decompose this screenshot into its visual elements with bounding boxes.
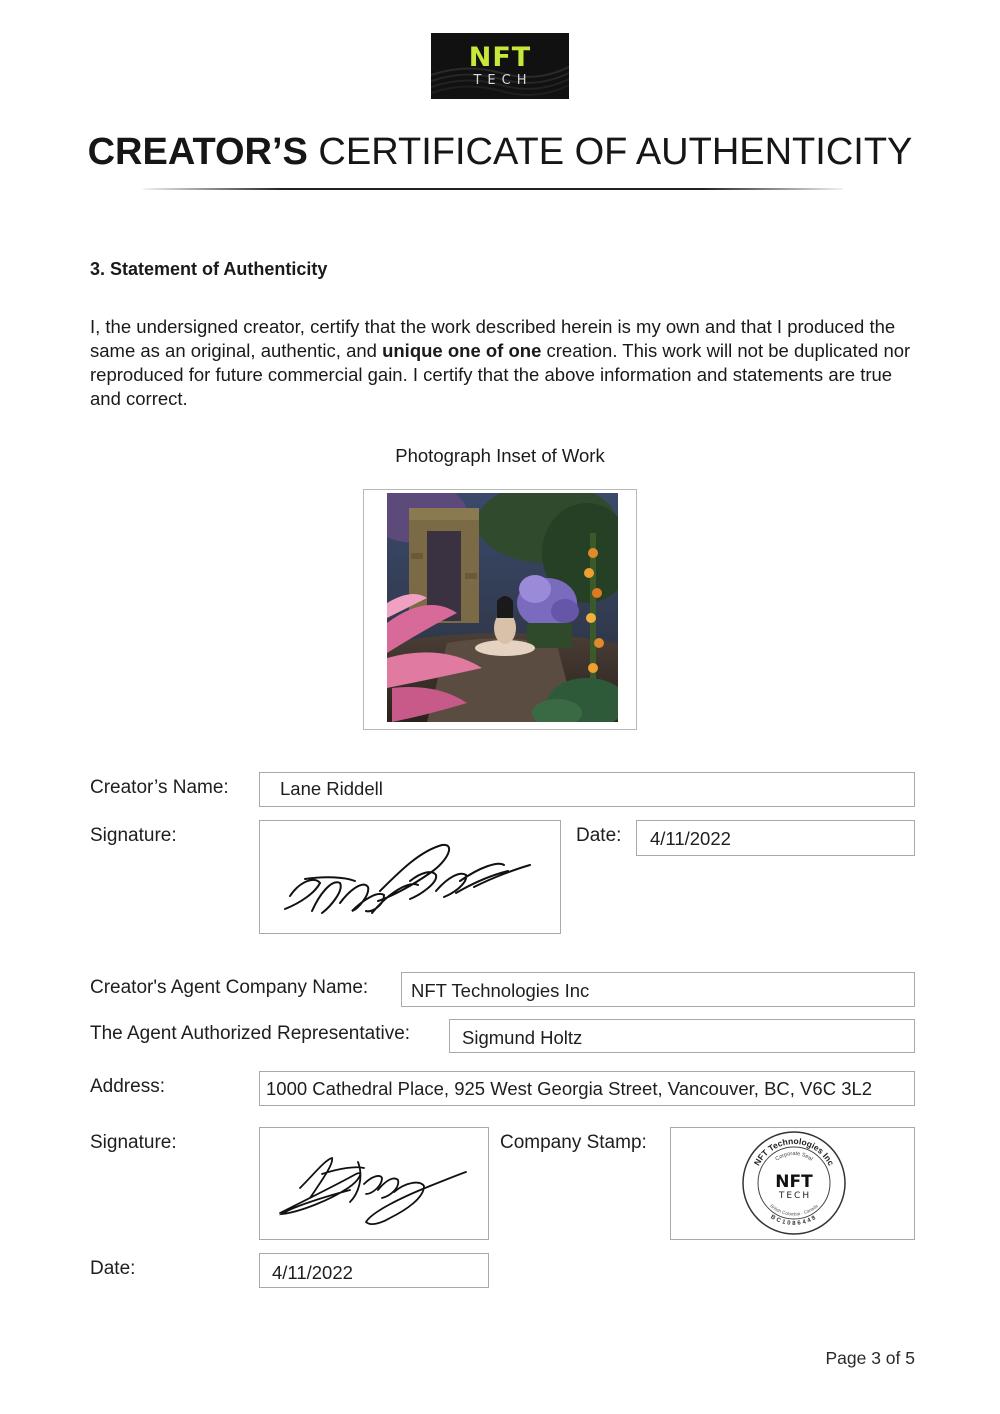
- agent-signature-label: Signature:: [90, 1132, 177, 1153]
- statement-part-2: creation. This work will not be duplicated nor reproduced for future commercial gain. I certify that the above information and statements are true and correct.: [90, 340, 911, 409]
- agent-company-field[interactable]: NFT Technologies Inc: [401, 972, 915, 1007]
- authenticity-statement: [90, 315, 920, 411]
- section-heading: 3. Statement of Authenticity: [90, 259, 328, 279]
- artwork-photo: [387, 493, 618, 722]
- agent-company-label: Creator's Agent Company Name:: [90, 977, 369, 998]
- creator-name-label: Creator’s Name:: [90, 777, 229, 798]
- agent-signature-image: [260, 1128, 488, 1239]
- statement-bold: unique one of one: [382, 340, 542, 361]
- creator-signature-label: Signature:: [90, 825, 177, 846]
- logo-tech-text: TECH: [473, 73, 533, 88]
- creator-signature-image: [260, 821, 560, 933]
- seal-center-nft: NFT: [775, 1172, 813, 1192]
- agent-signature-field[interactable]: [259, 1127, 489, 1240]
- seal-number-text: BC1086448: [769, 1214, 819, 1227]
- svg-text:Corporate Seal: [774, 1151, 813, 1163]
- logo-nft-text: NFT: [468, 42, 532, 73]
- agent-representative-label: The Agent Authorized Representative:: [90, 1023, 411, 1044]
- seal-inner-text: Corporate Seal: [774, 1150, 814, 1163]
- creator-name-field[interactable]: Lane Riddell: [259, 772, 915, 807]
- title-regular-part: CERTIFICATE OF AUTHENTICITY: [307, 131, 913, 173]
- seal-top-text: NFT Technologies Inc: [751, 1135, 837, 1168]
- seal-center-tech: TECH: [778, 1191, 812, 1201]
- company-seal: [741, 1130, 847, 1236]
- company-stamp-field: [670, 1127, 915, 1240]
- agent-representative-field[interactable]: Sigmund Holtz: [449, 1019, 915, 1053]
- title-divider: [143, 188, 843, 190]
- company-stamp-label: Company Stamp:: [500, 1132, 647, 1153]
- statement-part-1: I, the undersigned creator, certify that the work described herein is my own and that I produced the same as an original, authentic, and: [90, 316, 896, 361]
- address-field[interactable]: 1000 Cathedral Place, 925 West Georgia Street, Vancouver, BC, V6C 3L2: [259, 1071, 915, 1106]
- photo-caption: Photograph Inset of Work: [395, 445, 605, 466]
- creator-date-field[interactable]: 4/11/2022: [636, 820, 915, 856]
- title-bold-part: CREATOR’S: [87, 131, 308, 173]
- photo-frame: [363, 489, 637, 730]
- agent-date-field[interactable]: 4/11/2022: [259, 1253, 489, 1288]
- address-label: Address:: [90, 1076, 165, 1097]
- page-number: Page 3 of 5: [825, 1348, 915, 1368]
- company-logo: [431, 33, 569, 99]
- seal-bottom-text: British Columbia · Canada: [769, 1203, 819, 1217]
- creator-signature-field[interactable]: [259, 820, 561, 934]
- certificate-title: [0, 128, 1000, 176]
- creator-date-label: Date:: [576, 825, 622, 846]
- agent-date-label: Date:: [90, 1258, 136, 1279]
